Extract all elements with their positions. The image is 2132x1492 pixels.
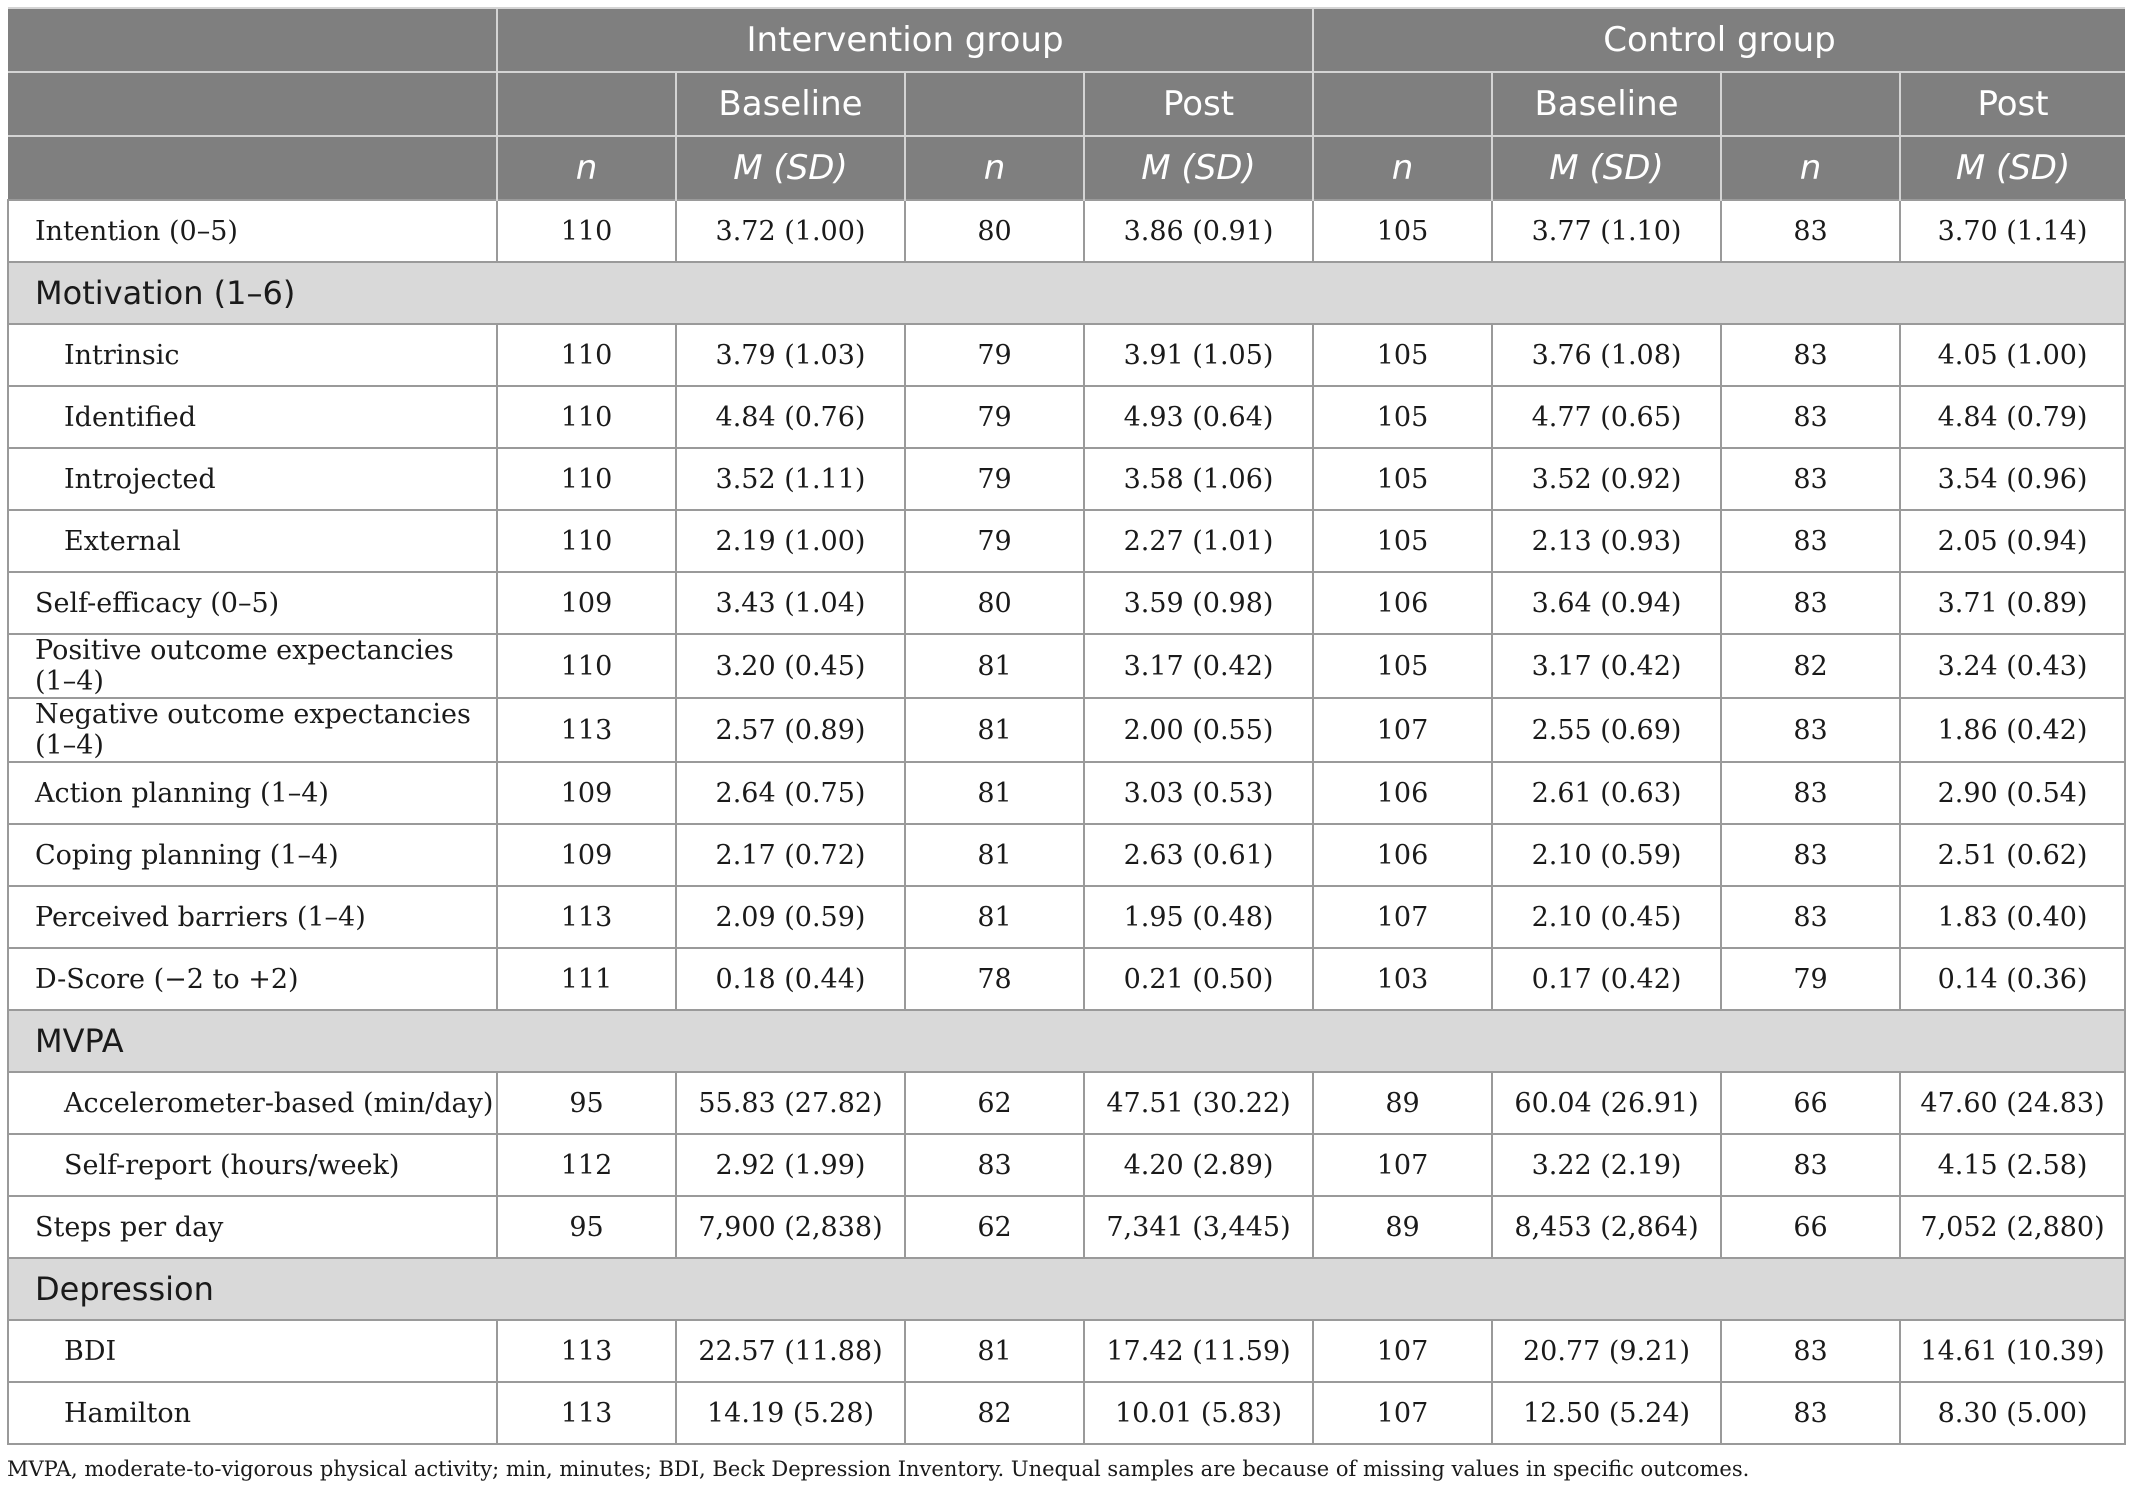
section-label: Motivation (1–6) bbox=[8, 262, 2125, 324]
cell-mean-sd: 4.84 (0.76) bbox=[676, 386, 905, 448]
cell-mean-sd: 7,341 (3,445) bbox=[1084, 1196, 1313, 1258]
cell-mean-sd: 7,900 (2,838) bbox=[676, 1196, 905, 1258]
cell-n: 83 bbox=[1721, 510, 1900, 572]
cell-mean-sd: 2.92 (1.99) bbox=[676, 1134, 905, 1196]
cell-n: 83 bbox=[1721, 824, 1900, 886]
row-label: Action planning (1–4) bbox=[8, 762, 497, 824]
table-row bbox=[8, 324, 2125, 386]
cell-mean-sd: 3.70 (1.14) bbox=[1900, 200, 2125, 262]
cell-n: 79 bbox=[1721, 948, 1900, 1010]
cell-n: 83 bbox=[1721, 1134, 1900, 1196]
cell-mean-sd: 1.83 (0.40) bbox=[1900, 886, 2125, 948]
cell-mean-sd: 3.77 (1.10) bbox=[1492, 200, 1721, 262]
cell-mean-sd: 3.58 (1.06) bbox=[1084, 448, 1313, 510]
header-msd: M (SD) bbox=[1492, 136, 1721, 200]
cell-n: 83 bbox=[1721, 572, 1900, 634]
cell-mean-sd: 4.84 (0.79) bbox=[1900, 386, 2125, 448]
cell-mean-sd: 12.50 (5.24) bbox=[1492, 1382, 1721, 1444]
cell-n: 80 bbox=[905, 200, 1084, 262]
cell-mean-sd: 3.59 (0.98) bbox=[1084, 572, 1313, 634]
header-msd: M (SD) bbox=[1900, 136, 2125, 200]
results-table bbox=[7, 7, 2126, 1445]
row-label: Negative outcome expectancies (1–4) bbox=[8, 698, 497, 762]
cell-n: 109 bbox=[497, 762, 676, 824]
header-intervention-post: Post bbox=[1084, 72, 1313, 136]
cell-mean-sd: 3.17 (0.42) bbox=[1084, 634, 1313, 698]
header-row-timepoints bbox=[8, 72, 2125, 136]
cell-mean-sd: 47.60 (24.83) bbox=[1900, 1072, 2125, 1134]
cell-mean-sd: 3.52 (0.92) bbox=[1492, 448, 1721, 510]
cell-n: 103 bbox=[1313, 948, 1492, 1010]
cell-mean-sd: 2.13 (0.93) bbox=[1492, 510, 1721, 572]
cell-mean-sd: 2.63 (0.61) bbox=[1084, 824, 1313, 886]
cell-n: 79 bbox=[905, 510, 1084, 572]
row-label: Steps per day bbox=[8, 1196, 497, 1258]
cell-mean-sd: 14.61 (10.39) bbox=[1900, 1320, 2125, 1382]
cell-n: 107 bbox=[1313, 886, 1492, 948]
cell-mean-sd: 3.54 (0.96) bbox=[1900, 448, 2125, 510]
cell-n: 83 bbox=[1721, 200, 1900, 262]
row-label: Positive outcome expectancies (1–4) bbox=[8, 634, 497, 698]
cell-mean-sd: 2.57 (0.89) bbox=[676, 698, 905, 762]
section-label: Depression bbox=[8, 1258, 2125, 1320]
header-msd: M (SD) bbox=[676, 136, 905, 200]
cell-n: 81 bbox=[905, 1320, 1084, 1382]
header-empty bbox=[8, 136, 497, 200]
cell-mean-sd: 55.83 (27.82) bbox=[676, 1072, 905, 1134]
cell-n: 110 bbox=[497, 634, 676, 698]
table-row bbox=[8, 1072, 2125, 1134]
row-label: Identified bbox=[8, 386, 497, 448]
cell-n: 79 bbox=[905, 324, 1084, 386]
cell-n: 82 bbox=[1721, 634, 1900, 698]
cell-mean-sd: 0.14 (0.36) bbox=[1900, 948, 2125, 1010]
cell-mean-sd: 4.20 (2.89) bbox=[1084, 1134, 1313, 1196]
header-n: n bbox=[1313, 136, 1492, 200]
cell-n: 110 bbox=[497, 200, 676, 262]
header-empty bbox=[497, 72, 676, 136]
row-label: Accelerometer-based (min/day) bbox=[8, 1072, 497, 1134]
table-row bbox=[8, 948, 2125, 1010]
cell-mean-sd: 2.55 (0.69) bbox=[1492, 698, 1721, 762]
cell-mean-sd: 2.09 (0.59) bbox=[676, 886, 905, 948]
cell-mean-sd: 3.20 (0.45) bbox=[676, 634, 905, 698]
cell-mean-sd: 3.22 (2.19) bbox=[1492, 1134, 1721, 1196]
cell-mean-sd: 22.57 (11.88) bbox=[676, 1320, 905, 1382]
cell-mean-sd: 3.43 (1.04) bbox=[676, 572, 905, 634]
table-row bbox=[8, 634, 2125, 698]
table-row bbox=[8, 448, 2125, 510]
table-header bbox=[8, 8, 2125, 200]
row-label: BDI bbox=[8, 1320, 497, 1382]
cell-mean-sd: 3.71 (0.89) bbox=[1900, 572, 2125, 634]
cell-n: 81 bbox=[905, 886, 1084, 948]
cell-n: 106 bbox=[1313, 762, 1492, 824]
cell-n: 80 bbox=[905, 572, 1084, 634]
cell-n: 83 bbox=[1721, 698, 1900, 762]
table-footnote: MVPA, moderate-to-vigorous physical activity; min, minutes; BDI, Beck Depression Inventory. Unequal samples are because of missing values in specific outcomes. bbox=[7, 1457, 1750, 1481]
table-body bbox=[8, 200, 2125, 1444]
cell-n: 95 bbox=[497, 1196, 676, 1258]
cell-n: 105 bbox=[1313, 634, 1492, 698]
cell-mean-sd: 3.86 (0.91) bbox=[1084, 200, 1313, 262]
cell-mean-sd: 3.52 (1.11) bbox=[676, 448, 905, 510]
cell-mean-sd: 3.17 (0.42) bbox=[1492, 634, 1721, 698]
cell-n: 110 bbox=[497, 324, 676, 386]
cell-n: 113 bbox=[497, 698, 676, 762]
cell-n: 107 bbox=[1313, 1134, 1492, 1196]
row-label: Perceived barriers (1–4) bbox=[8, 886, 497, 948]
cell-mean-sd: 3.91 (1.05) bbox=[1084, 324, 1313, 386]
cell-n: 109 bbox=[497, 572, 676, 634]
cell-mean-sd: 8,453 (2,864) bbox=[1492, 1196, 1721, 1258]
cell-mean-sd: 0.17 (0.42) bbox=[1492, 948, 1721, 1010]
cell-n: 89 bbox=[1313, 1196, 1492, 1258]
cell-n: 105 bbox=[1313, 448, 1492, 510]
cell-mean-sd: 4.77 (0.65) bbox=[1492, 386, 1721, 448]
cell-n: 81 bbox=[905, 762, 1084, 824]
header-control-group: Control group bbox=[1313, 8, 2125, 72]
cell-n: 110 bbox=[497, 386, 676, 448]
header-empty bbox=[8, 72, 497, 136]
section-row bbox=[8, 1010, 2125, 1072]
cell-mean-sd: 2.51 (0.62) bbox=[1900, 824, 2125, 886]
cell-n: 62 bbox=[905, 1072, 1084, 1134]
cell-n: 109 bbox=[497, 824, 676, 886]
header-n: n bbox=[1721, 136, 1900, 200]
cell-mean-sd: 2.17 (0.72) bbox=[676, 824, 905, 886]
cell-n: 81 bbox=[905, 634, 1084, 698]
row-label: D-Score (−2 to +2) bbox=[8, 948, 497, 1010]
cell-mean-sd: 47.51 (30.22) bbox=[1084, 1072, 1313, 1134]
cell-n: 113 bbox=[497, 1320, 676, 1382]
cell-n: 62 bbox=[905, 1196, 1084, 1258]
cell-n: 107 bbox=[1313, 1320, 1492, 1382]
cell-mean-sd: 2.19 (1.00) bbox=[676, 510, 905, 572]
cell-n: 89 bbox=[1313, 1072, 1492, 1134]
cell-mean-sd: 8.30 (5.00) bbox=[1900, 1382, 2125, 1444]
table-row bbox=[8, 200, 2125, 262]
cell-mean-sd: 0.21 (0.50) bbox=[1084, 948, 1313, 1010]
cell-n: 83 bbox=[905, 1134, 1084, 1196]
cell-n: 83 bbox=[1721, 762, 1900, 824]
cell-mean-sd: 10.01 (5.83) bbox=[1084, 1382, 1313, 1444]
cell-mean-sd: 17.42 (11.59) bbox=[1084, 1320, 1313, 1382]
row-label: Introjected bbox=[8, 448, 497, 510]
cell-mean-sd: 4.15 (2.58) bbox=[1900, 1134, 2125, 1196]
section-row bbox=[8, 262, 2125, 324]
row-label: Intention (0–5) bbox=[8, 200, 497, 262]
row-label: Self-efficacy (0–5) bbox=[8, 572, 497, 634]
cell-mean-sd: 2.05 (0.94) bbox=[1900, 510, 2125, 572]
cell-n: 106 bbox=[1313, 824, 1492, 886]
cell-mean-sd: 2.61 (0.63) bbox=[1492, 762, 1721, 824]
results-table-container bbox=[7, 7, 2124, 1445]
cell-n: 66 bbox=[1721, 1196, 1900, 1258]
cell-mean-sd: 4.93 (0.64) bbox=[1084, 386, 1313, 448]
cell-mean-sd: 2.00 (0.55) bbox=[1084, 698, 1313, 762]
cell-mean-sd: 3.76 (1.08) bbox=[1492, 324, 1721, 386]
cell-mean-sd: 3.79 (1.03) bbox=[676, 324, 905, 386]
header-control-baseline: Baseline bbox=[1492, 72, 1721, 136]
cell-mean-sd: 3.64 (0.94) bbox=[1492, 572, 1721, 634]
cell-n: 107 bbox=[1313, 1382, 1492, 1444]
row-label: External bbox=[8, 510, 497, 572]
cell-n: 83 bbox=[1721, 886, 1900, 948]
cell-mean-sd: 7,052 (2,880) bbox=[1900, 1196, 2125, 1258]
cell-n: 105 bbox=[1313, 386, 1492, 448]
cell-mean-sd: 1.86 (0.42) bbox=[1900, 698, 2125, 762]
cell-n: 95 bbox=[497, 1072, 676, 1134]
row-label: Hamilton bbox=[8, 1382, 497, 1444]
cell-n: 79 bbox=[905, 448, 1084, 510]
cell-n: 111 bbox=[497, 948, 676, 1010]
cell-mean-sd: 4.05 (1.00) bbox=[1900, 324, 2125, 386]
header-row-groups bbox=[8, 8, 2125, 72]
cell-mean-sd: 2.10 (0.59) bbox=[1492, 824, 1721, 886]
table-row bbox=[8, 1382, 2125, 1444]
cell-mean-sd: 2.90 (0.54) bbox=[1900, 762, 2125, 824]
cell-n: 110 bbox=[497, 510, 676, 572]
section-row bbox=[8, 1258, 2125, 1320]
cell-n: 83 bbox=[1721, 386, 1900, 448]
cell-mean-sd: 1.95 (0.48) bbox=[1084, 886, 1313, 948]
header-empty bbox=[1721, 72, 1900, 136]
cell-n: 79 bbox=[905, 386, 1084, 448]
cell-mean-sd: 2.10 (0.45) bbox=[1492, 886, 1721, 948]
cell-mean-sd: 3.72 (1.00) bbox=[676, 200, 905, 262]
cell-n: 81 bbox=[905, 824, 1084, 886]
table-row bbox=[8, 1134, 2125, 1196]
cell-n: 83 bbox=[1721, 1382, 1900, 1444]
header-intervention-group: Intervention group bbox=[497, 8, 1313, 72]
cell-n: 112 bbox=[497, 1134, 676, 1196]
table-row bbox=[8, 1320, 2125, 1382]
cell-n: 106 bbox=[1313, 572, 1492, 634]
table-row bbox=[8, 572, 2125, 634]
table-row bbox=[8, 762, 2125, 824]
row-label: Coping planning (1–4) bbox=[8, 824, 497, 886]
cell-n: 66 bbox=[1721, 1072, 1900, 1134]
cell-mean-sd: 60.04 (26.91) bbox=[1492, 1072, 1721, 1134]
table-row bbox=[8, 698, 2125, 762]
cell-n: 83 bbox=[1721, 324, 1900, 386]
table-row bbox=[8, 386, 2125, 448]
cell-mean-sd: 3.03 (0.53) bbox=[1084, 762, 1313, 824]
cell-n: 83 bbox=[1721, 1320, 1900, 1382]
table-row bbox=[8, 510, 2125, 572]
section-label: MVPA bbox=[8, 1010, 2125, 1072]
header-empty bbox=[905, 72, 1084, 136]
cell-n: 81 bbox=[905, 698, 1084, 762]
cell-mean-sd: 3.24 (0.43) bbox=[1900, 634, 2125, 698]
table-row bbox=[8, 886, 2125, 948]
cell-n: 113 bbox=[497, 1382, 676, 1444]
cell-mean-sd: 0.18 (0.44) bbox=[676, 948, 905, 1010]
cell-n: 83 bbox=[1721, 448, 1900, 510]
header-n: n bbox=[497, 136, 676, 200]
cell-n: 82 bbox=[905, 1382, 1084, 1444]
table-row bbox=[8, 1196, 2125, 1258]
cell-n: 110 bbox=[497, 448, 676, 510]
header-row-stats bbox=[8, 136, 2125, 200]
cell-n: 113 bbox=[497, 886, 676, 948]
table-row bbox=[8, 824, 2125, 886]
cell-mean-sd: 2.27 (1.01) bbox=[1084, 510, 1313, 572]
row-label: Intrinsic bbox=[8, 324, 497, 386]
header-control-post: Post bbox=[1900, 72, 2125, 136]
cell-n: 107 bbox=[1313, 698, 1492, 762]
cell-n: 105 bbox=[1313, 200, 1492, 262]
row-label: Self-report (hours/week) bbox=[8, 1134, 497, 1196]
cell-n: 78 bbox=[905, 948, 1084, 1010]
cell-mean-sd: 2.64 (0.75) bbox=[676, 762, 905, 824]
header-intervention-baseline: Baseline bbox=[676, 72, 905, 136]
header-msd: M (SD) bbox=[1084, 136, 1313, 200]
header-empty bbox=[1313, 72, 1492, 136]
header-n: n bbox=[905, 136, 1084, 200]
header-empty bbox=[8, 8, 497, 72]
cell-n: 105 bbox=[1313, 324, 1492, 386]
cell-mean-sd: 20.77 (9.21) bbox=[1492, 1320, 1721, 1382]
cell-n: 105 bbox=[1313, 510, 1492, 572]
cell-mean-sd: 14.19 (5.28) bbox=[676, 1382, 905, 1444]
